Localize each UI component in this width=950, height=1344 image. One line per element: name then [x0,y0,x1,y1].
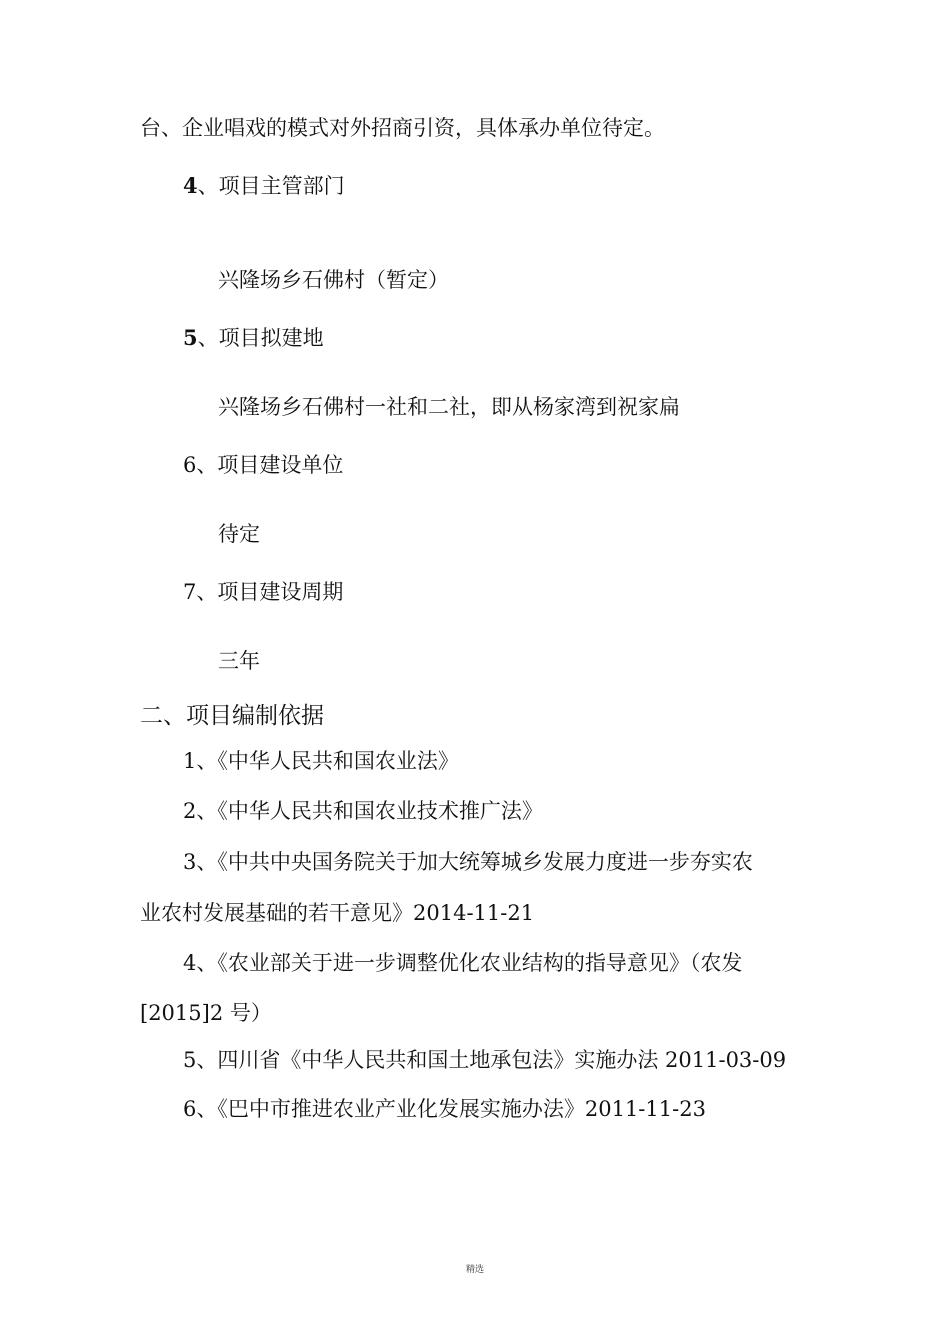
basis-item-3-continued: 业农村发展基础的若干意见》2014-11-21 [140,901,535,925]
item-title: 、项目拟建地 [197,326,324,350]
item-heading-supervisor [183,172,345,200]
basis-item-4-continued: [2015]2 号） [140,1001,272,1025]
item-title: 、项目主管部门 [197,174,345,198]
item-heading-period: 7、项目建设周期 [183,580,344,604]
basis-item-6: 6、《巴中市推进农业产业化发展实施办法》2011-11-23 [183,1097,706,1121]
basis-item-2: 2、《中华人民共和国农业技术推广法》 [183,799,543,823]
item-number: 4 [183,173,198,198]
section-heading: 二、项目编制依据 [140,703,324,729]
item-number: 5 [183,325,198,350]
paragraph-continuation: 台、企业唱戏的模式对外招商引资，具体承办单位待定。 [140,116,665,140]
item-heading-builder: 6、项目建设单位 [183,453,344,477]
basis-item-5: 5、四川省《中华人民共和国土地承包法》实施办法 2011-03-09 [183,1048,787,1072]
item-value-location: 兴隆场乡石佛村一社和二社，即从杨家湾到祝家扁 [218,395,680,419]
item-value-period: 三年 [218,649,260,673]
basis-item-1: 1、《中华人民共和国农业法》 [183,749,459,773]
item-heading-location [183,324,324,352]
basis-item-3: 3、《中共中央国务院关于加大统筹城乡发展力度进一步夯实农 [183,850,753,874]
page-footer: 精选 [465,1265,484,1275]
basis-item-4: 4、《农业部关于进一步调整优化农业结构的指导意见》（农发 [183,951,743,975]
item-value-builder: 待定 [218,522,260,546]
item-value-supervisor: 兴隆场乡石佛村（暂定） [218,268,449,292]
